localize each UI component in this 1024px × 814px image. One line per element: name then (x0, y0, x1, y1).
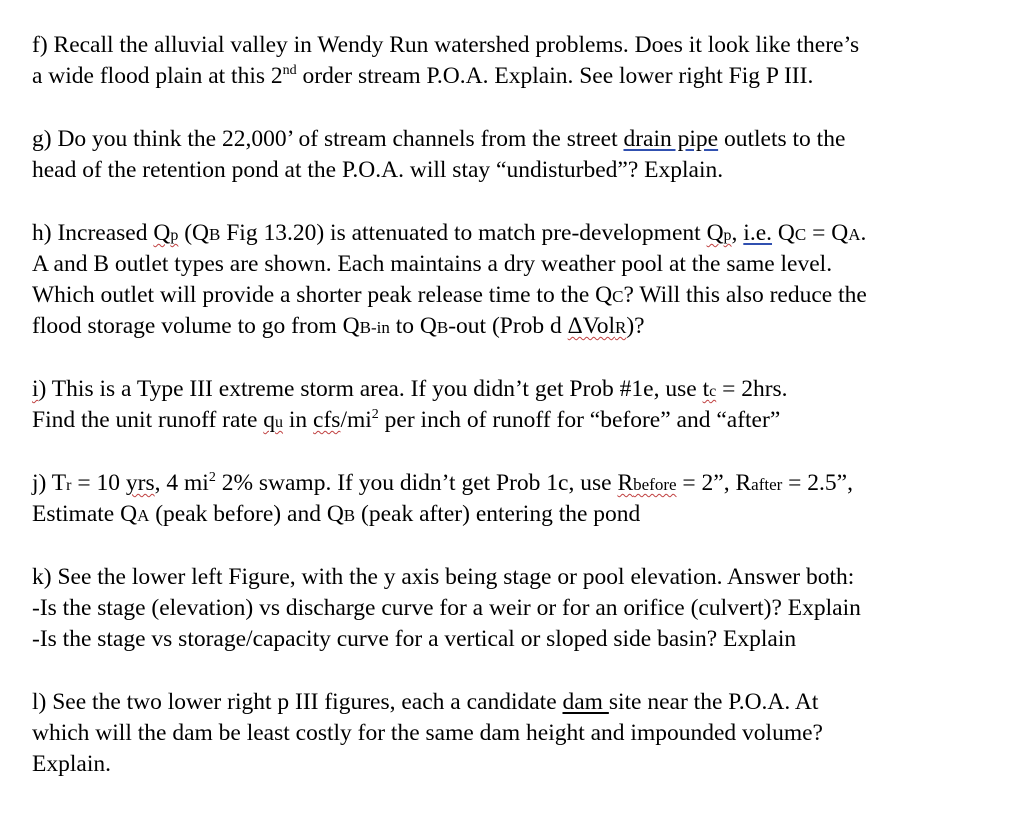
subscript: p (170, 227, 179, 244)
text: site near the P.O.A. At (608, 689, 819, 715)
question-k (32, 562, 1007, 655)
question-g (32, 124, 1007, 186)
subscript: A (137, 506, 150, 525)
text: . (860, 220, 867, 246)
question-i (32, 374, 1007, 436)
text: i (32, 376, 39, 402)
text: Q (772, 220, 795, 246)
question-j-line-2 (32, 499, 1007, 530)
text: j) T (32, 470, 67, 496)
text: ? Will this also reduce the (623, 282, 867, 308)
text: , 4 mi (154, 470, 209, 496)
question-i-line-2 (32, 405, 1007, 436)
text: Find the unit runoff rate (32, 407, 264, 433)
question-l-line-2: which will the dam be least costly for the same dam height and impounded volume? (32, 720, 823, 746)
text: = 2.5”, (782, 470, 853, 496)
tc-term (703, 376, 717, 402)
text: = 2hrs. (716, 376, 788, 402)
text: Q (153, 220, 171, 246)
subscript: B (343, 506, 356, 525)
text: order stream P.O.A. Explain. See lower right Fig P III. (296, 63, 814, 89)
subscript: B (436, 318, 449, 337)
ie-underlined: i.e. (743, 220, 773, 246)
question-j-line-1 (32, 468, 1007, 499)
text: Which outlet will provide a shorter peak release time to the Q (32, 282, 613, 308)
text: (peak after) entering the pond (355, 501, 641, 527)
text: a wide flood plain at this 2 (32, 63, 283, 89)
text: per inch of runoff for “before” and “after” (378, 407, 781, 433)
text: t (702, 376, 710, 402)
question-g-line-1 (32, 124, 1007, 155)
question-l-line-1 (32, 687, 1007, 718)
text: Fig 13.20) is attenuated to match pre-development (220, 220, 707, 246)
subscript: R (615, 318, 627, 337)
subscript: B-in (359, 318, 390, 337)
question-j (32, 468, 1007, 530)
dam-underlined: dam (562, 689, 609, 715)
text: (peak before) and Q (149, 501, 344, 527)
text: flood storage volume to go from Q (32, 313, 360, 339)
document-body (32, 30, 1007, 812)
qp-term (707, 220, 732, 246)
qp-term (153, 220, 178, 246)
text: in (283, 407, 314, 433)
rbefore-term (617, 470, 676, 496)
question-k-line-3: -Is the stage vs storage/capacity curve for a vertical or sloped side basin? Explain (32, 626, 797, 652)
text: outlets to the (718, 126, 846, 152)
yrs-term: yrs (125, 470, 155, 496)
text: l) See the two lower right p III figures, each a candidate (32, 689, 563, 715)
text: , (731, 220, 744, 246)
question-h-line-4 (32, 311, 1007, 342)
text: = 10 (71, 470, 126, 496)
question-f (32, 30, 1007, 92)
text: = 2”, R (676, 470, 752, 496)
question-h-line-2: A and B outlet types are shown. Each maintains a dry weather pool at the same level. (32, 251, 833, 277)
drain-pipe-underlined: drain pipe (623, 126, 719, 152)
cfs-term: cfs (313, 407, 341, 433)
subscript: u (275, 414, 284, 431)
text: = Q (806, 220, 849, 246)
text: h) Increased (32, 220, 154, 246)
text: /mi (340, 407, 372, 433)
text: Q (706, 220, 724, 246)
subscript: before (633, 475, 677, 494)
question-h-line-3 (32, 280, 1007, 311)
subscript: A (848, 225, 861, 244)
question-l-line-3: Explain. (32, 751, 111, 777)
question-l (32, 687, 1007, 780)
qu-term (263, 407, 283, 433)
subscript: B (209, 225, 221, 244)
subscript: after (751, 475, 783, 494)
text: (Q (178, 220, 210, 246)
question-g-line-2: head of the retention pond at the P.O.A. will stay “undisturbed”? Explain. (32, 157, 724, 183)
question-k-line-1: k) See the lower left Figure, with the y axis being stage or pool elevation. Answer both: (32, 564, 855, 590)
question-k-line-2: -Is the stage (elevation) vs discharge curve for a weir or for an orifice (culvert)? Explain (32, 595, 861, 621)
text: ) This is a Type III extreme storm area. If you didn’t get Prob #1e, use (38, 376, 703, 402)
superscript: 2 (371, 407, 379, 422)
text: ΔVol (567, 313, 616, 339)
delta-vol-term (568, 313, 627, 339)
question-f-line-2 (32, 61, 1007, 92)
question-f-line-1: f) Recall the alluvial valley in Wendy Run watershed problems. Does it look like there’s (32, 32, 860, 58)
text: 2% swamp. If you didn’t get Prob 1c, use (215, 470, 618, 496)
text: -out (Prob d (448, 313, 568, 339)
question-h-line-1 (32, 218, 1007, 249)
superscript: 2 (208, 470, 216, 485)
text: R (617, 470, 634, 496)
question-i-line-1 (32, 374, 1007, 405)
text: to Q (389, 313, 437, 339)
superscript: nd (282, 63, 297, 78)
subscript: c (709, 383, 717, 400)
text: )? (626, 313, 645, 339)
subscript: p (723, 227, 732, 244)
text: g) Do you think the 22,000’ of stream channels from the street (32, 126, 624, 152)
subscript: r (66, 477, 72, 494)
question-h (32, 218, 1007, 342)
text: q (263, 407, 276, 433)
subscript: C (612, 287, 624, 306)
subscript: C (794, 225, 807, 244)
text: Estimate Q (32, 501, 138, 527)
